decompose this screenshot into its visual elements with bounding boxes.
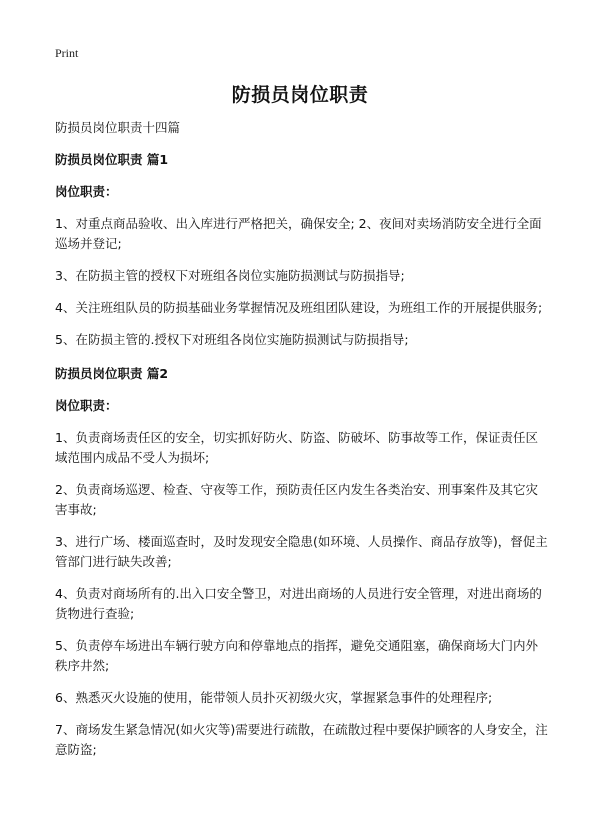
print-label: Print xyxy=(55,46,79,60)
section-heading: 防损员岗位职责 篇1 xyxy=(55,152,169,167)
list-item: 2、负责商场巡逻、检查、守夜等工作，预防责任区内发生各类治安、刑事案件及其它灾害事故; xyxy=(55,482,538,517)
list-item: 5、负责停车场进出车辆行驶方向和停靠地点的指挥，避免交通阻塞，确保商场大门内外秩序井然; xyxy=(55,638,538,673)
list-item: 4、关注班组队员的防损基础业务掌握情况及班组团队建设，为班组工作的开展提供服务; xyxy=(55,300,543,315)
section-heading: 防损员岗位职责 篇2 xyxy=(55,366,169,381)
list-item: 1、对重点商品验收、出入库进行严格把关，确保安全; 2、夜间对卖场消防安全进行全面巡场并登记; xyxy=(55,216,542,251)
document-body xyxy=(55,118,550,772)
list-item: 3、进行广场、楼面巡查时，及时发现安全隐患(如环境、人员操作、商品存放等)，督促主管部门进行缺失改善; xyxy=(55,534,548,569)
list-item: 3、在防损主管的授权下对班组各岗位实施防损测试与防损指导; xyxy=(55,268,405,283)
list-item: 6、熟悉灭火设施的使用，能带领人员扑灭初级火灾，掌握紧急事件的处理程序; xyxy=(55,690,493,705)
list-item: 4、负责对商场所有的.出入口安全警卫，对进出商场的人员进行安全管理，对进出商场的货物进行查验; xyxy=(55,586,542,621)
page-title: 防损员岗位职责 xyxy=(231,84,369,106)
duty-label: 岗位职责： xyxy=(55,398,118,413)
list-item: 5、在防损主管的.授权下对班组各岗位实施防损测试与防损指导; xyxy=(55,332,409,347)
document-subtitle: 防损员岗位职责十四篇 xyxy=(55,120,181,135)
list-item: 1、负责商场责任区的安全，切实抓好防火、防盗、防破坏、防事故等工作，保证责任区域范围内成品不受人为损坏; xyxy=(55,430,538,465)
list-item: 7、商场发生紧急情况(如火灾等)需要进行疏散，在疏散过程中要保护顾客的人身安全，注意防盗; xyxy=(55,722,548,757)
duty-label: 岗位职责： xyxy=(55,184,118,199)
